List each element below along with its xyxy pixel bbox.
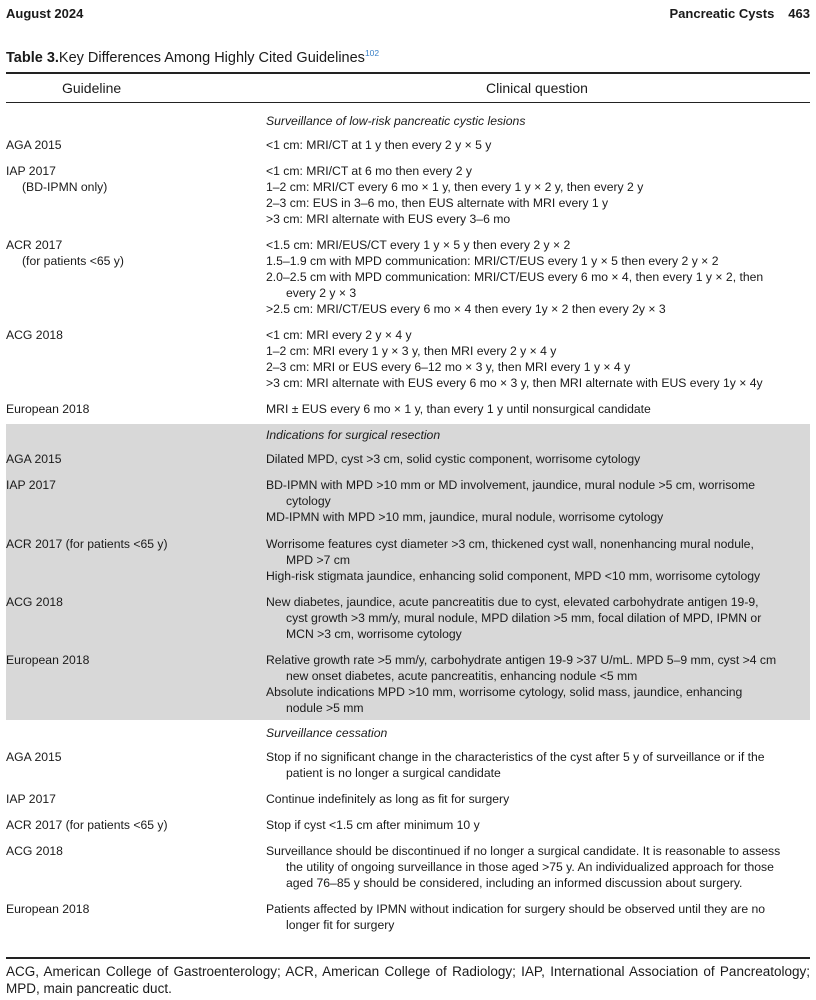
table-footnote: ACG, American College of Gastroenterology; ACR, American College of Radiology; IAP, International Association of Pancreatology; MPD, main pancreatic duct. [6,964,810,996]
guideline-name: AGA 2015 [6,138,62,152]
clinical-question-cell [266,401,651,417]
clinical-question-cell [266,791,509,807]
guideline-qualifier: (BD-IPMN only) [22,180,108,194]
running-head [6,6,810,22]
question-line: Patients affected by IPMN without indication for surgery should be observed until they are no [266,902,766,916]
guideline-name: ACR 2017 (for patients <65 y) [6,818,168,832]
question-line: cytology [286,494,331,508]
question-line: New diabetes, jaundice, acute pancreatitis due to cyst, elevated carbohydrate antigen 19-9, [266,595,759,609]
section-heading: Surveillance cessation [266,726,388,740]
question-line: patient is no longer a surgical candidate [286,766,501,780]
table-caption [6,48,379,66]
question-line: <1 cm: MRI/CT at 1 y then every 2 y × 5 y [266,138,492,152]
question-line: every 2 y × 3 [286,286,357,300]
clinical-question-cell [266,327,763,391]
section-heading: Surveillance of low-risk pancreatic cystic lesions [266,114,526,128]
question-line: cyst growth >3 mm/y, mural nodule, MPD dilation >5 mm, focal dilation of MPD, IPMN or [286,611,762,625]
page-number: 463 [788,6,810,21]
reference-link[interactable]: 102 [364,48,380,58]
question-line: Stop if no significant change in the characteristics of the cyst after 5 y of surveillance or if the [266,750,765,764]
question-line: <1 cm: MRI/CT at 6 mo then every 2 y [266,164,473,178]
guideline-name: ACG 2018 [6,844,63,858]
question-line: 1–2 cm: MRI every 1 y × 3 y, then MRI every 2 y × 4 y [266,344,557,358]
question-line: <1 cm: MRI every 2 y × 4 y [266,328,412,342]
table-title: Key Differences Among Highly Cited Guidelines [58,50,365,66]
question-line: nodule >5 mm [286,701,364,715]
question-line: >3 cm: MRI alternate with EUS every 6 mo × 3 y, then MRI alternate with EUS every 1y × 4y [266,376,763,390]
guideline-name: AGA 2015 [6,452,62,466]
clinical-question-cell [266,901,765,933]
guideline-name: AGA 2015 [6,750,62,764]
question-line: 1–2 cm: MRI/CT every 6 mo × 1 y, then every 1 y × 2 y, then every 2 y [266,180,644,194]
column-header-question: Clinical question [486,80,588,96]
guideline-name: ACG 2018 [6,328,63,342]
question-line: Surveillance should be discontinued if no longer a surgical candidate. It is reasonable to assess [266,844,781,858]
question-line: MD-IPMN with MPD >10 mm, jaundice, mural nodule, worrisome cytology [266,510,664,524]
question-line: Worrisome features cyst diameter >3 cm, thickened cyst wall, nonenhancing mural nodule, [266,537,754,551]
question-line: 2.0–2.5 cm with MPD communication: MRI/CT/EUS every 6 mo × 4, then every 1 y × 2, then [266,270,764,284]
question-line: new onset diabetes, acute pancreatitis, enhancing nodule <5 mm [286,669,638,683]
question-line: 2–3 cm: MRI or EUS every 6–12 mo × 3 y, then MRI every 1 y × 4 y [266,360,631,374]
clinical-question-cell [266,237,763,317]
journal-date: August 2024 [6,6,84,21]
clinical-question-cell [266,451,640,467]
question-line: 1.5–1.9 cm with MPD communication: MRI/CT/EUS every 1 y × 5 then every 2 y × 2 [266,254,719,268]
clinical-question-cell [266,749,765,781]
guideline-name: IAP 2017 [6,478,56,492]
guideline-name: European 2018 [6,653,90,667]
question-line: >3 cm: MRI alternate with EUS every 3–6 mo [266,212,511,226]
question-line: <1.5 cm: MRI/EUS/CT every 1 y × 5 y then every 2 y × 2 [266,238,571,252]
question-line: Relative growth rate >5 mm/y, carbohydrate antigen 19-9 >37 U/mL. MPD 5–9 mm, cyst >4 cm [266,653,777,667]
question-line: aged 76–85 y should be considered, including an informed discussion about surgery. [286,876,743,890]
header-rule [6,102,810,103]
guideline-name: IAP 2017 [6,792,56,806]
question-line: 2–3 cm: EUS in 3–6 mo, then EUS alternate with MRI every 1 y [266,196,609,210]
question-line: MRI ± EUS every 6 mo × 1 y, than every 1 y until nonsurgical candidate [266,402,651,416]
table-top-rule [6,72,810,74]
question-line: MCN >3 cm, worrisome cytology [286,627,462,641]
table-bottom-rule [6,957,810,959]
guideline-name: ACR 2017 [6,238,63,252]
question-line: longer fit for surgery [286,918,395,932]
guideline-name: European 2018 [6,902,90,916]
guideline-name: ACG 2018 [6,595,63,609]
clinical-question-cell [266,137,491,153]
question-line: the utility of ongoing surveillance in those aged >75 y. An individualized approach for those [286,860,774,874]
guideline-name: IAP 2017 [6,164,56,178]
clinical-question-cell [266,652,776,716]
table-label: Table 3. [6,50,59,66]
running-title: Pancreatic Cysts [669,6,775,21]
guideline-qualifier: (for patients <65 y) [22,254,124,268]
section-heading: Indications for surgical resection [266,428,441,442]
clinical-question-cell [266,817,480,833]
question-line: BD-IPMN with MPD >10 mm or MD involvement, jaundice, mural nodule >5 cm, worrisome [266,478,756,492]
question-line: High-risk stigmata jaundice, enhancing solid component, MPD <10 mm, worrisome cytology [266,569,761,583]
question-line: Dilated MPD, cyst >3 cm, solid cystic component, worrisome cytology [266,452,641,466]
clinical-question-cell [266,843,780,891]
running-title-group [670,6,810,21]
question-line: Continue indefinitely as long as fit for surgery [266,792,510,806]
question-line: Absolute indications MPD >10 mm, worrisome cytology, solid mass, jaundice, enhancing [266,685,743,699]
question-line: Stop if cyst <1.5 cm after minimum 10 y [266,818,480,832]
guideline-name: European 2018 [6,402,90,416]
clinical-question-cell [266,536,760,584]
question-line: MPD >7 cm [286,553,350,567]
clinical-question-cell [266,594,761,642]
clinical-question-cell [266,477,755,525]
column-header-guideline: Guideline [62,80,122,96]
guideline-name: ACR 2017 (for patients <65 y) [6,537,168,551]
clinical-question-cell [266,163,643,227]
question-line: >2.5 cm: MRI/CT/EUS every 6 mo × 4 then every 1y × 2 then every 2y × 3 [266,302,666,316]
